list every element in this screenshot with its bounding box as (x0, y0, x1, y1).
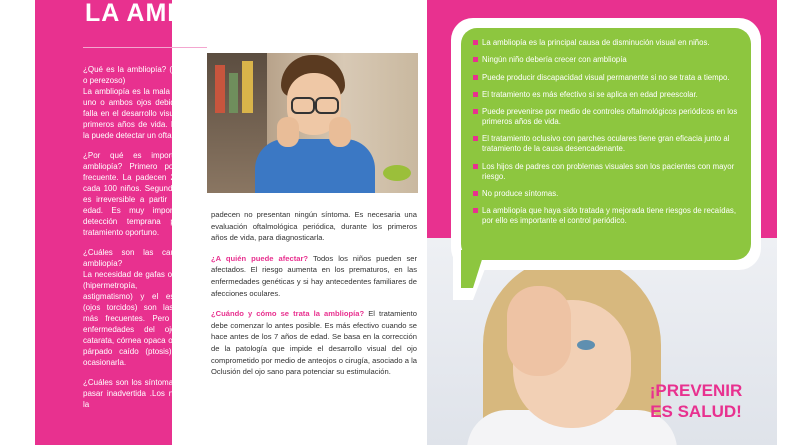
answer-symptoms: Suele pasar inadvertida .Los niños que la (83, 378, 205, 409)
answer-symptoms-continued: padecen no presentan ningún síntoma. Es necesaria una evaluación oftalmológica periódica, durante los primeros años de vida, para diagnosticarla. (211, 210, 417, 243)
slogan-line-1: ¡PREVENIR (649, 381, 743, 400)
answer-treatment: El tratamiento debe comenzar lo antes posible. Es más efectivo cuando se hace antes de los 7 años de edad. Se basa en la corrección de la patología que impide el desarrollo visual del ojo comprometido por medio de anteojos o cirugía, asociado a la Oclusión del ojo sano para potenciar su estimulación. (211, 309, 417, 377)
list-item: El tratamiento es más efectivo si se aplica en edad preescolar. (473, 90, 745, 100)
left-panel (35, 0, 418, 445)
question-why-important: ¿Por qué es importante la ambliopía? (83, 151, 205, 171)
list-item: El tratamiento oclusivo con parches oculares tiene gran eficacia junto al tratamiento de la causa desencadenante. (473, 134, 745, 154)
list-item: Puede prevenirse por medio de controles oftalmológicos periódicos en los primeros años de vida. (473, 107, 745, 127)
answer-what-is: La ambliopía es la mala visión de uno o ambos ojos debido a una falla en el desarrollo visual en los primeros años de vida. Esta falla la puede detectar un oftalmólogo. (83, 87, 205, 140)
question-what-is: ¿Qué es la ambliopía? (Ojo vago o perezoso) (83, 65, 205, 85)
slogan (621, 380, 771, 422)
text-column-2 (211, 209, 417, 387)
title-divider (83, 47, 207, 48)
right-panel (427, 0, 777, 445)
key-facts-list (473, 38, 745, 234)
list-item: La ambliopía es la principal causa de disminución visual en niños. (473, 38, 745, 48)
question-treatment: ¿Cuándo y cómo se trata la ambliopía? (211, 309, 365, 319)
question-symptoms: ¿Cuáles son los síntomas? (83, 378, 182, 387)
list-item: La ambliopía que haya sido tratada y mejorada tiene riesgos de recaídas, por ello es importante el control periódico. (473, 206, 745, 226)
slogan-line-2: ES SALUD! (650, 402, 742, 421)
answer-why-important: Primero porque es frecuente. La padecen 2 a 3 de cada 100 niños. Segundo porque es irreversible a partir de cierta edad. Es muy importante la detección temprana para un tratamiento oportuno. (83, 162, 205, 237)
question-causes: ¿Cuáles son las causas de ambliopía? (83, 248, 205, 268)
answer-who-affected: Todos los niños pueden ser afectados. El riesgo aumenta en los prematuros, en las enfermedades genéticas y si hay antecedentes familiares de afecciones oculares. (211, 253, 418, 298)
question-who-affected: ¿A quién puede afectar? (211, 253, 309, 263)
title-line-2: LA AMBLIOPÍA. (85, 0, 284, 27)
list-item: Los hijos de padres con problemas visuales son los pacientes con mayor riesgo. (473, 162, 745, 182)
page-title (85, 0, 415, 27)
text-column-1 (83, 64, 205, 419)
list-item: Ningún niño debería crecer con ambliopía (473, 55, 745, 65)
boy-with-glasses-photo (207, 53, 418, 193)
answer-causes: La necesidad de gafas o anteojos (hipermetropía, miopía, astigmatismo) y el estrabismo (ojos torcidos) son las causas más frecuentes. Pero también enfermedades del ojo como catarata, córnea opaca o “nube” y párpado caído (ptosis) pueden ocasionarla. (83, 270, 205, 367)
list-item: Puede producir discapacidad visual permanente si no se trata a tiempo. (473, 73, 745, 83)
list-item: No produce síntomas. (473, 189, 745, 199)
